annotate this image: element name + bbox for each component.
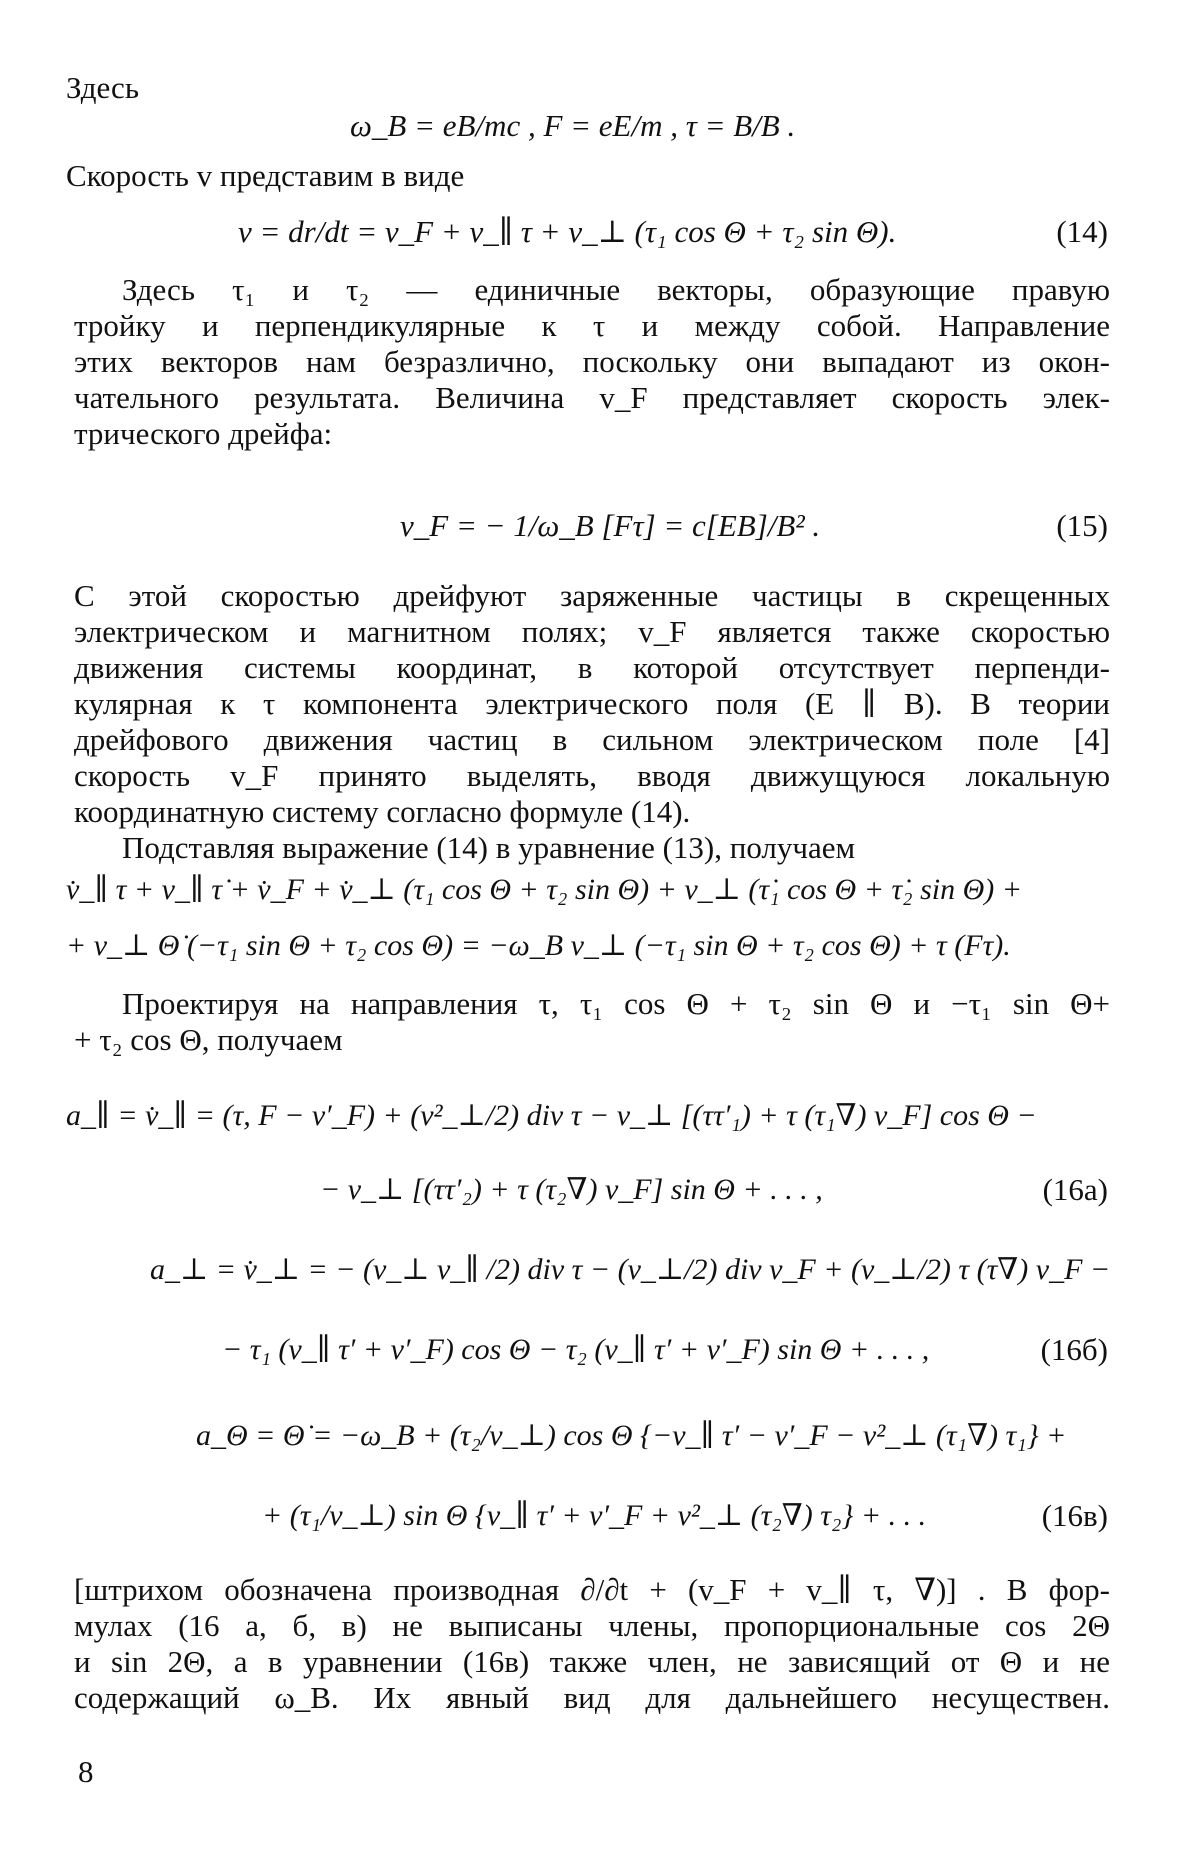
paragraph-3 xyxy=(74,986,1110,1058)
equation-15-number: (15) xyxy=(1056,508,1108,543)
paragraph-2 xyxy=(74,578,1110,866)
text-line: и sin 2Θ, а в уравнении (16в) также член, не зависящий от Θ и не xyxy=(74,1644,1110,1679)
text-line: этих векторов нам безразлично, поскольку они выпадают из окон- xyxy=(74,344,1110,379)
text-line: тройку и перпендикулярные к τ и между собой. Направление xyxy=(74,308,1110,343)
text-line: движения системы координат, в которой отсутствует перпенди- xyxy=(74,650,1110,685)
equation-13-substituted-line-2: + v_⊥ Θ̇ (−τ₁ sin Θ + τ₂ cos Θ) = −ω_B v_⊥ (−τ₁ sin Θ + τ₂ cos Θ) + τ (Fτ). xyxy=(66,929,1011,962)
text-line: трического дрейфа: xyxy=(74,416,333,451)
text-line: чательного результата. Величина v_F представляет скорость элек- xyxy=(74,380,1110,415)
equation-16a-line-2: − v_⊥ [(ττ′₂) + τ (τ₂∇) v_F] sin Θ + . . . , xyxy=(320,1173,823,1206)
intro-word: Здесь xyxy=(66,70,139,105)
equation-16v-number: (16в) xyxy=(1041,1498,1108,1533)
equation-14: v = dr/dt = v_F + v_∥ τ + v_⊥ (τ₁ cos Θ + τ₂ sin Θ). xyxy=(238,214,897,249)
text-line: Проектируя на направления τ, τ₁ cos Θ + τ₂ sin Θ и −τ₁ sin Θ+ xyxy=(122,986,1110,1021)
page-number: 8 xyxy=(78,1754,94,1789)
equation-16b-line-2: − τ₁ (v_∥ τ′ + v′_F) cos Θ − τ₂ (v_∥ τ′ + v′_F) sin Θ + . . . , xyxy=(222,1333,930,1366)
text-line: кулярная к τ компонента электрического поля (E ∥ B). В теории xyxy=(74,686,1110,721)
equation-16v-line-1: a_Θ = Θ̇ = −ω_B + (τ₂/v_⊥) cos Θ {−v_∥ τ′ − v′_F − v²_⊥ (τ₁∇) τ₁} + xyxy=(196,1419,1067,1452)
equation-15: v_F = − 1/ω_B [Fτ] = c[EB]/B² . xyxy=(400,508,821,543)
text-line: Подставляя выражение (14) в уравнение (13), получаем xyxy=(122,830,856,865)
equation-16b-number: (16б) xyxy=(1040,1332,1108,1367)
equation-definitions: ω_B = eB/mc , F = eE/m , τ = B/B . xyxy=(350,108,796,143)
equation-16a-line-1: a_∥ = v̇_∥ = (τ, F − v′_F) + (v²_⊥/2) div τ − v_⊥ [(ττ′₁) + τ (τ₁∇) v_F] cos Θ − xyxy=(66,1099,1037,1132)
text-line: скорость v_F принято выделять, вводя движущуюся локальную xyxy=(74,758,1110,793)
equation-13-substituted-line-1: v̇_∥ τ + v_∥ τ̇ + v̇_F + v̇_⊥ (τ₁ cos Θ + τ₂ sin Θ) + v_⊥ (τ̇₁ cos Θ + τ̇₂ sin Θ) + xyxy=(66,873,1023,906)
text-line: С этой скоростью дрейфуют заряженные частицы в скрещенных xyxy=(74,578,1110,613)
text-line: координатную систему согласно формуле (14). xyxy=(74,794,691,829)
paragraph-4 xyxy=(74,1572,1110,1716)
speed-intro-text: Скорость v представим в виде xyxy=(66,158,465,193)
text-line: электрическом и магнитном полях; v_F является также скоростью xyxy=(74,614,1110,649)
equation-16b-line-1: a_⊥ = v̇_⊥ = − (v_⊥ v_∥ /2) div τ − (v_⊥/2) div v_F + (v_⊥/2) τ (τ∇) v_F − xyxy=(150,1253,1111,1286)
text-line: дрейфового движения частиц в сильном электрическом поле [4] xyxy=(74,722,1110,757)
text-line: + τ₂ cos Θ, получаем xyxy=(74,1022,343,1057)
text-line: мулах (16 а, б, в) не выписаны члены, пропорциональные cos 2Θ xyxy=(74,1608,1110,1643)
equation-14-number: (14) xyxy=(1056,214,1108,249)
text-line: [штрихом обозначена производная ∂/∂t + (v_F + v_∥ τ, ∇)] . В фор- xyxy=(74,1572,1110,1607)
text-line: Здесь τ₁ и τ₂ — единичные векторы, образующие правую xyxy=(122,272,1110,307)
text-line: содержащий ω_B. Их явный вид для дальнейшего несуществен. xyxy=(74,1680,1110,1715)
paragraph-1 xyxy=(74,272,1110,452)
equation-16a-number: (16а) xyxy=(1042,1172,1108,1207)
equation-16v-line-2: + (τ₁/v_⊥) sin Θ {v_∥ τ′ + v′_F + v²_⊥ (τ₂∇) τ₂} + . . . xyxy=(262,1499,927,1532)
